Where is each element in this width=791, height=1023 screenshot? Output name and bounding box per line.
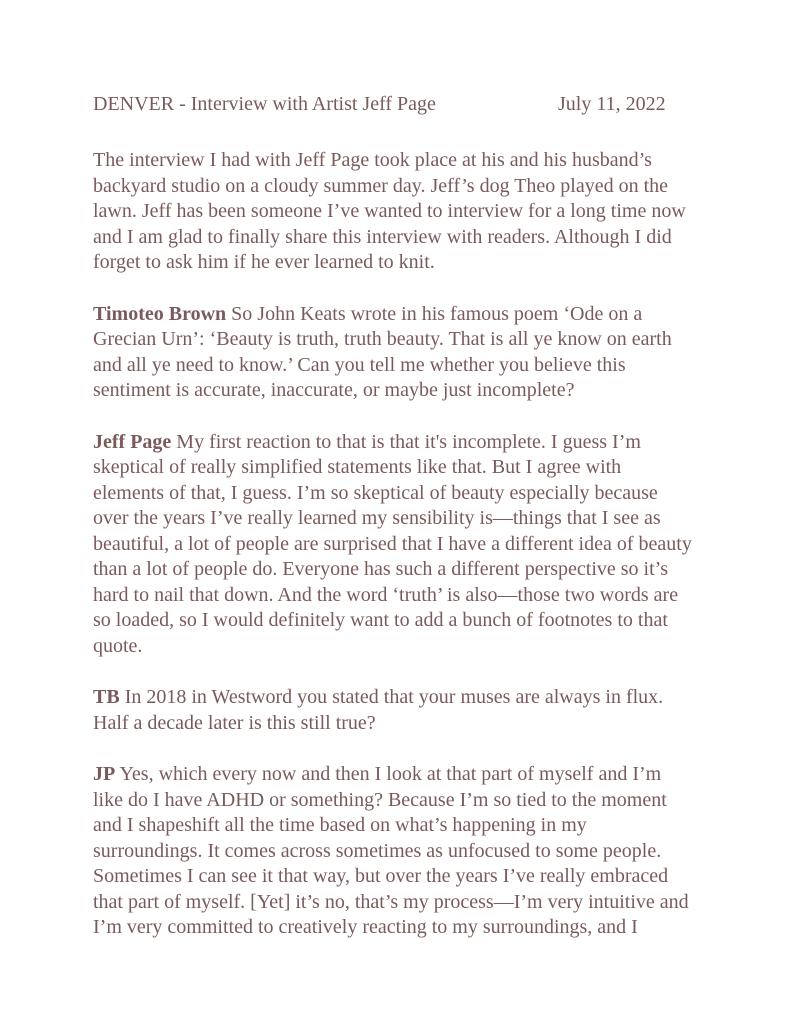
qa-text: Yes, which every now and then I look at that part of myself and I’m like do I have ADHD or something? Because I’m so tied to the moment and I shapeshift all the time based on what’s happening in my surroundings. It comes across sometimes as unfocused to some people. Sometimes I can see it that way, but over the years I’ve really embraced that part of myself. [Yet] it’s no, that’s my process—I’m very intuitive and I’m very committed to creatively reacting to my surroundings, and I [93,763,689,938]
qa-paragraph-jeff-page [93,430,693,660]
speaker-name: TB [93,686,120,708]
qa-text: So John Keats wrote in his famous poem ‘Ode on a Grecian Urn’: ‘Beauty is truth, truth beauty. That is all ye know on earth and all ye need to know.’ Can you tell me whether you believe this sentiment is accurate, inaccurate, or maybe just incomplete? [93,302,672,401]
speaker-name: JP [93,763,116,785]
article-date: July 11, 2022 [558,93,666,115]
intro-paragraph: The interview I had with Jeff Page took place at his and his husband’s backyard studio on a cloudy summer day. Jeff’s dog Theo played on the lawn. Jeff has been someone I’ve wanted to interview for a long time now and I am glad to finally share this interview with readers. Although I did forget to ask him if he ever learned to knit. [93,149,686,273]
article-body [93,148,693,967]
qa-text: In 2018 in Westword you stated that your muses are always in flux. Half a decade later is this still true? [93,686,664,734]
speaker-name: Jeff Page [93,430,172,453]
qa-paragraph-tb [93,685,693,736]
qa-paragraph-jp [93,762,693,941]
article-title: DENVER - Interview with Artist Jeff Page [93,93,436,115]
qa-paragraph-timoteo-brown [93,302,693,404]
speaker-name: Timoteo Brown [93,302,227,325]
qa-text: My first reaction to that is that it's incomplete. I guess I’m skeptical of really simplified statements like that. But I agree with elements of that, I guess. I’m so skeptical of beauty especially because over the years I’ve really learned my sensibility is—things that I see as beautiful, a lot of people are surprised that I have a different idea of beauty than a lot of people do. Everyone has such a different perspective so it’s hard to nail that down. And the word ‘truth’ is also—those two words are so loaded, so I would definitely want to add a bunch of footnotes to that quote. [93,430,692,657]
